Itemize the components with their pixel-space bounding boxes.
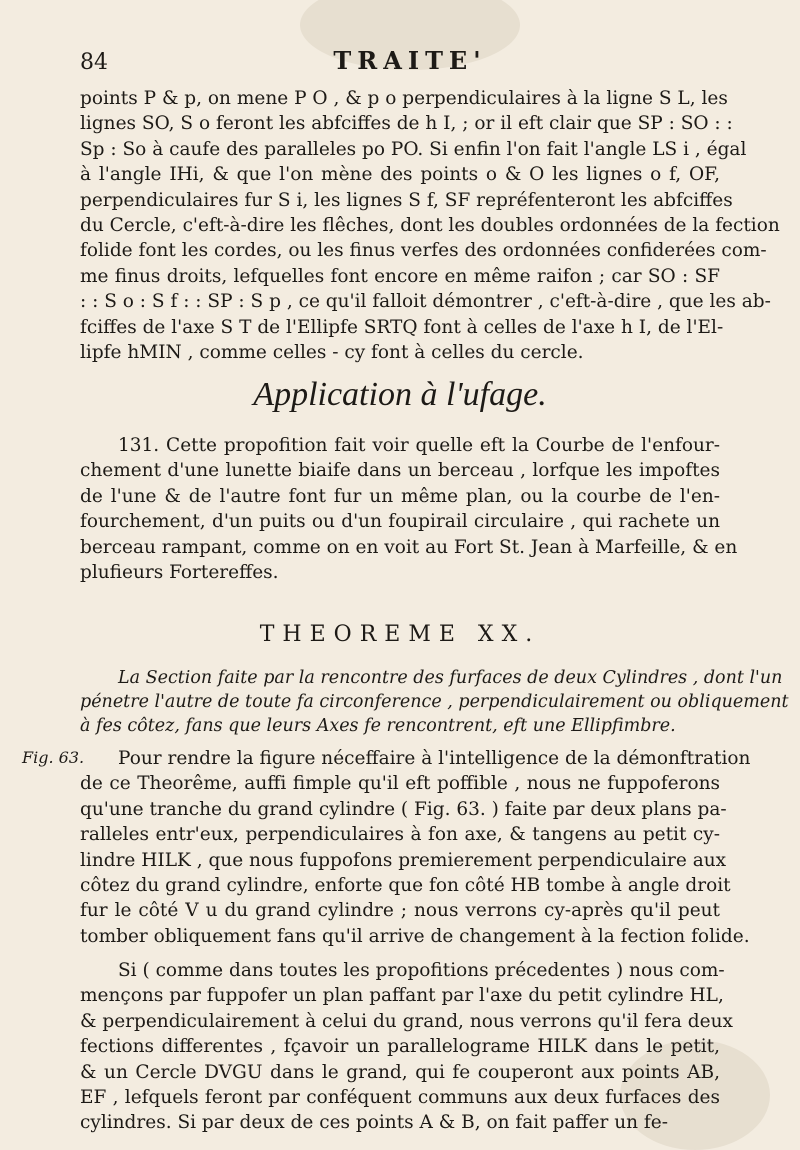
text-line: qu'une tranche du grand cylindre ( Fig. 63. ) faite par deux plans pa- <box>80 798 727 820</box>
text-line: lindre HILK , que nous fuppofons premierement perpendiculaire aux <box>80 849 727 871</box>
text-line: tomber obliquement fans qu'il arrive de changement à la fection folide. <box>80 925 750 947</box>
text-line: pénetre l'autre de toute fa circonference , perpendiculairement ou obliquement <box>80 692 789 712</box>
running-title: TRAITE' <box>333 46 487 75</box>
text-line: à fes côtez, fans que leurs Axes fe rencontrent, eft une Ellipfimbre. <box>80 716 676 736</box>
paragraph-application <box>80 433 738 585</box>
text-line: me finus droits, lefquelles font encore en même raifon ; car SO : SF <box>80 265 720 287</box>
text-line: folide font les cordes, ou les finus verfes des ordonnées confiderées com- <box>80 240 767 262</box>
text-line: fciffes de l'axe S T de l'Ellipfe SRTQ font à celles de l'axe h I, de l'El- <box>80 316 724 338</box>
text-line: EF , lefquels feront par conféquent communs aux deux furfaces des <box>80 1087 720 1109</box>
text-line: à l'angle IHi, & que l'on mène des points o & O les lignes o f, OF, <box>80 164 720 186</box>
theorem-heading: THEOREME XX. <box>259 622 541 647</box>
text-line: berceau rampant, comme on en voit au Fort St. Jean à Marfeille, & en <box>80 536 738 558</box>
text-line: Si ( comme dans toutes les propofitions précedentes ) nous com- <box>118 960 725 981</box>
running-head <box>80 46 740 80</box>
text-line: mençons par fuppofer un plan paffant par l'axe du petit cylindre HL, <box>80 985 724 1007</box>
text-line: Pour rendre la figure néceffaire à l'intelligence de la démonftration <box>118 748 751 769</box>
text-line: 131. Cette propofition fait voir quelle eft la Courbe de l'enfour- <box>118 435 720 456</box>
text-line: plufieurs Fortereffes. <box>80 562 279 584</box>
figure-margin-note: Fig. 63. <box>22 748 85 767</box>
text-line: lipfe hMIN , comme celles - cy font à celles du cercle. <box>80 342 584 364</box>
text-line: La Section faite par la rencontre des furfaces de deux Cylindres , dont l'un <box>118 668 783 688</box>
text-line: chement d'une lunette biaife dans un berceau , lorfque les impoftes <box>80 460 720 482</box>
text-line: Sp : So à caufe des paralleles po PO. Si enfin l'on fait l'angle LS i , égal <box>80 138 747 160</box>
text-line: cylindres. Si par deux de ces points A & B, on fait paffer un fe- <box>80 1112 668 1134</box>
section-heading: Application à l'ufage. <box>253 376 547 413</box>
text-line: fur le côté V u du grand cylindre ; nous verrons cy-après qu'il peut <box>80 900 720 922</box>
theorem-statement <box>80 666 789 738</box>
paragraph-demonstration <box>80 746 751 949</box>
text-line: ralleles entr'eux, perpendiculaires à fon axe, & tangens au petit cy- <box>80 824 720 846</box>
text-line: & perpendiculairement à celui du grand, nous verrons qu'il fera deux <box>80 1010 733 1032</box>
text-line: fourchement, d'un puits ou d'un foupirail circulaire , qui rachete un <box>80 511 720 533</box>
text-line: lignes SO, S o feront les abfciffes de h I, ; or il eft clair que SP : SO : : <box>80 113 733 135</box>
paragraph-construction <box>80 958 733 1136</box>
text-line: & un Cercle DVGU dans le grand, qui fe couperont aux points AB, <box>80 1061 720 1083</box>
text-line: côtez du grand cylindre, enforte que fon côté HB tombe à angle droit <box>80 875 731 897</box>
text-line: de ce Theorême, auffi fimple qu'il eft poffible , nous ne fuppoferons <box>80 773 720 795</box>
paragraph-proof-end <box>80 86 780 365</box>
text-line: points P & p, on mene P O , & p o perpendiculaires à la ligne S L, les <box>80 88 728 109</box>
text-line: de l'une & de l'autre font fur un même plan, ou la courbe de l'en- <box>80 485 720 507</box>
text-line: fections differentes , fçavoir un parallelograme HILK dans le petit, <box>80 1036 720 1058</box>
page-number: 84 <box>80 50 108 75</box>
text-line: : : S o : S f : : SP : S p , ce qu'il falloit démontrer , c'eft-à-dire , que les ab- <box>80 291 771 313</box>
text-line: perpendiculaires fur S i, les lignes S f, SF repréfenteront les abfciffes <box>80 189 733 211</box>
text-line: du Cercle, c'eft-à-dire les flêches, dont les doubles ordonnées de la fection <box>80 215 780 237</box>
